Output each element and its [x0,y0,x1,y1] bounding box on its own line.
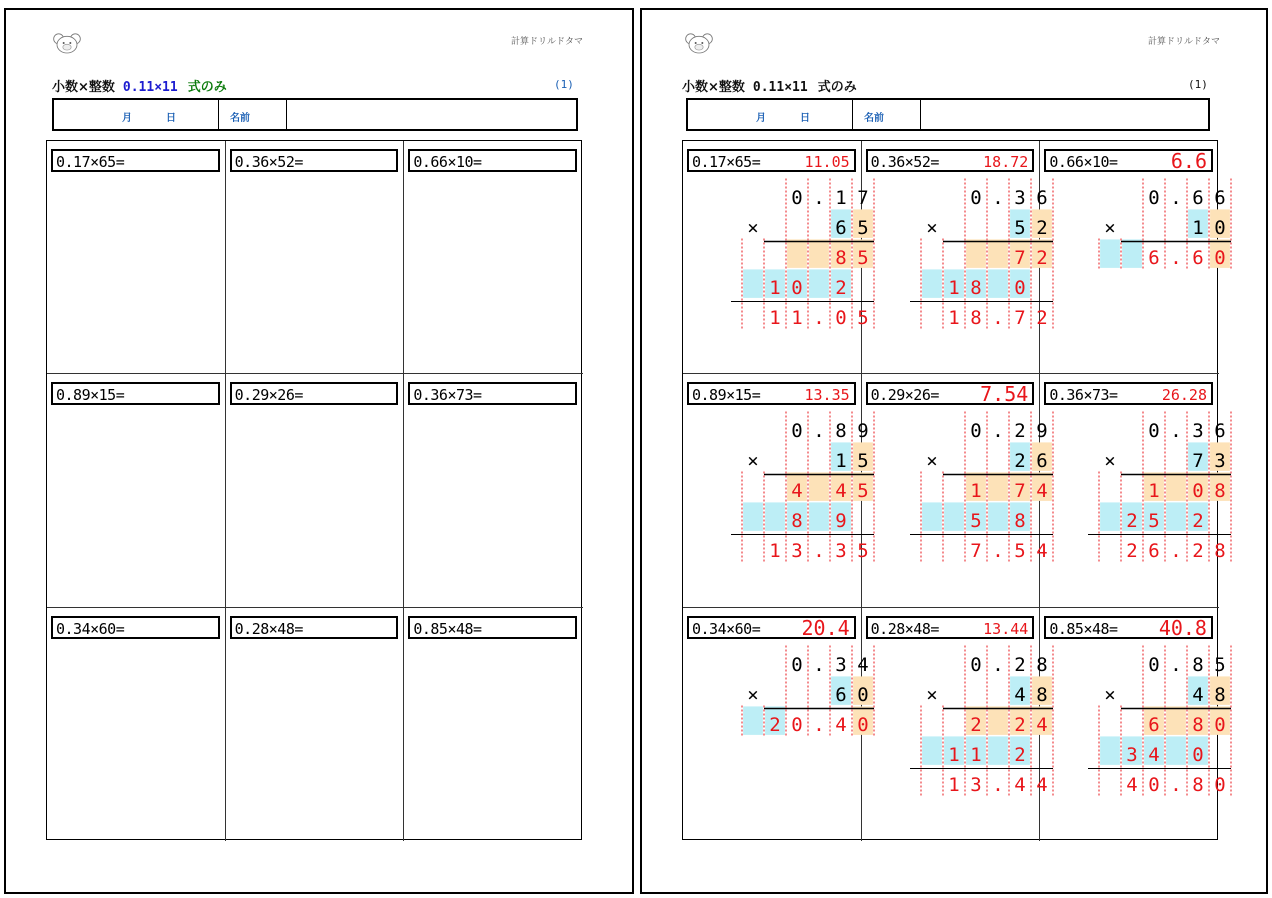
question-text: 0.66×10= [1049,153,1118,171]
work-digit-answer: . [991,540,1004,563]
problem-cell [683,608,869,841]
question-text: 0.36×73= [1049,386,1118,405]
title-topic: 小数×整数 [52,80,115,95]
work-digit-answer: 2 [1035,247,1048,269]
work-digit: 0 [969,420,982,443]
work-digit-answer: 0 [791,713,803,736]
work-digit-answer: 8 [1214,540,1227,563]
work-digit: 6 [1214,187,1227,209]
work-digit: . [1170,653,1183,676]
work-digit: 6 [1035,450,1048,473]
column-work [683,407,869,604]
question-text: 0.85×48= [413,619,482,638]
work-digit: 3 [1013,187,1026,209]
work-digit: 6 [835,683,847,706]
date-field[interactable] [54,100,219,129]
work-digit-answer: 8 [969,307,982,329]
work-svg [1040,174,1227,371]
sheet-number: (1) [554,78,574,91]
question-box [1044,149,1213,172]
column-work [862,407,1048,604]
problem-cell [404,374,583,607]
problem-cell [1040,608,1227,841]
column-work [862,641,1048,838]
worksheet-title [52,76,227,95]
answer-text: 7.54 [980,382,1029,407]
work-digit-answer: 9 [835,510,847,533]
brand-label: 計算ドリルドタマ [511,37,584,47]
work-digit: 8 [835,420,847,443]
column-work [683,174,869,371]
work-digit: 4 [1192,683,1205,706]
title-mode: 式のみ [187,80,227,95]
work-digit-answer: 0 [1013,277,1026,299]
work-digit-answer: 2 [1192,540,1205,563]
question-text: 0.34×60= [56,619,125,638]
work-digit-answer: 4 [1126,773,1139,796]
answer-text: 13.44 [983,619,1029,638]
work-digit: 8 [1214,683,1227,706]
work-digit-answer: . [1170,540,1183,563]
answer-sheet [640,8,1268,894]
name-date-box [52,98,578,131]
work-digit: . [991,420,1004,443]
work-digit-answer: 0 [1214,773,1227,796]
work-digit: 5 [857,450,869,473]
problem-cell [47,374,226,607]
title-range: 0.11×11 [752,80,808,95]
question-text: 0.17×65= [692,153,761,171]
question-box [230,149,399,172]
multiply-sign: × [747,683,759,706]
work-digit: . [991,653,1004,676]
question-box [866,149,1035,172]
work-digit: 6 [835,217,847,239]
work-digit: 5 [1214,653,1227,676]
work-digit-answer: . [991,773,1004,796]
work-digit: 4 [857,653,869,676]
work-digit-answer: 0 [1214,713,1227,736]
work-digit-answer: 1 [969,743,982,766]
work-digit-answer: 2 [969,713,982,736]
answer-text: 20.4 [801,615,850,640]
work-digit-answer: 1 [947,277,960,299]
work-digit: 0 [969,653,982,676]
multiply-sign: × [925,683,938,706]
question-box [51,382,220,405]
work-digit: . [991,187,1004,209]
question-box [687,616,856,639]
multiply-sign: × [1104,683,1117,706]
work-digit-answer: 1 [947,773,960,796]
multiply-sign: × [747,217,759,239]
work-digit-answer: 5 [969,510,982,533]
work-digit: 4 [1013,683,1026,706]
column-work [1040,641,1227,838]
work-digit-answer: 8 [1013,510,1026,533]
name-label-cell [852,100,921,129]
brand-label: 計算ドリルドタマ [1148,37,1221,47]
problem-cell [862,374,1048,607]
work-digit: 0 [1148,653,1161,676]
work-digit: 8 [1035,683,1048,706]
multiply-sign: × [1104,450,1117,473]
column-work [1040,407,1227,604]
work-digit-answer: 5 [857,480,869,503]
work-digit: . [1170,187,1183,209]
work-svg [683,641,869,838]
work-digit: . [813,653,825,676]
column-work [683,641,869,838]
work-digit-answer: 5 [857,540,869,563]
work-digit-answer: 1 [769,277,781,299]
work-digit-answer: 3 [969,773,982,796]
question-box [866,382,1035,405]
work-digit-answer: 1 [969,480,982,503]
work-digit: 1 [1192,217,1205,239]
work-digit-answer: 6 [1148,713,1161,736]
day-label: 日 [166,113,176,124]
bear-logo-icon [684,32,714,54]
multiply-sign: × [925,217,938,239]
work-digit-answer: 7 [1013,307,1026,329]
question-box [687,149,856,172]
work-digit-answer: . [813,540,825,563]
work-digit-answer: . [813,713,825,736]
problem-cell [862,608,1048,841]
work-svg [862,641,1048,838]
question-box [408,616,577,639]
work-digit: . [813,187,825,209]
question-box [866,616,1035,639]
work-digit-answer: 4 [835,713,847,736]
question-text: 0.36×52= [234,153,303,171]
multiply-sign: × [925,450,938,473]
work-digit: 1 [835,450,847,473]
work-digit-answer: 8 [835,247,847,269]
work-svg [862,407,1048,604]
work-digit-answer: 2 [1013,743,1026,766]
work-digit: 0 [969,187,982,209]
question-text: 0.36×73= [413,386,482,405]
column-work [862,174,1048,371]
problem-grid [46,140,582,840]
work-digit-answer: 2 [1035,307,1048,329]
work-digit-answer: 3 [835,540,847,563]
day-label: 日 [800,113,810,124]
work-digit: 0 [1214,217,1227,239]
work-digit-answer: 0 [857,713,869,736]
question-box [51,149,220,172]
work-svg [1040,641,1227,838]
work-digit: 6 [1035,187,1048,209]
problem-cell [226,374,405,607]
work-digit: 0 [791,653,803,676]
work-digit-answer: 4 [1035,713,1048,736]
work-digit-answer: 3 [1126,743,1139,766]
work-digit-answer: 2 [769,713,781,736]
question-box [1044,616,1213,639]
question-text: 0.17×65= [56,153,125,171]
work-digit-answer: 4 [1035,773,1048,796]
question-text: 0.36×52= [870,153,939,171]
problem-cell [862,141,1048,374]
work-digit: 8 [1035,653,1048,676]
multiply-sign: × [747,450,759,473]
work-digit-answer: 3 [791,540,803,563]
work-digit: 0 [791,420,803,443]
question-text: 0.89×15= [56,386,125,405]
work-digit-answer: 2 [1192,510,1205,533]
work-digit-answer: 2 [1013,713,1026,736]
work-digit: 0 [1148,187,1161,209]
work-digit-answer: 8 [969,277,982,299]
name-label: 名前 [230,113,250,124]
name-date-box [686,98,1210,131]
work-digit: 2 [1013,420,1026,443]
work-digit-answer: 4 [835,480,847,503]
work-digit-answer: 1 [791,307,803,329]
work-digit: 7 [1192,450,1205,473]
question-sheet [4,8,634,894]
work-digit-answer: 8 [1192,773,1205,796]
work-digit: 6 [1214,420,1227,443]
work-digit: 3 [835,653,847,676]
work-digit: 7 [857,187,869,209]
work-digit: 6 [1192,187,1205,209]
work-digit: . [813,420,825,443]
work-digit-answer: . [1170,773,1183,796]
work-digit-answer: 0 [1192,743,1205,766]
work-digit: 1 [835,187,847,209]
answer-text: 13.35 [804,386,850,405]
question-text: 0.85×48= [1049,619,1118,638]
question-box [687,382,856,405]
work-digit-answer: 5 [1148,510,1161,533]
work-digit: 2 [1013,653,1026,676]
work-digit-answer: 1 [1148,480,1161,503]
question-text: 0.66×10= [413,153,482,171]
question-text: 0.28×48= [234,619,303,638]
name-label: 名前 [864,113,884,124]
month-label: 月 [122,113,132,124]
question-box [408,149,577,172]
work-digit-answer: 5 [857,307,869,329]
work-digit: 0 [857,683,869,706]
work-digit: 3 [1214,450,1227,473]
work-digit: 5 [1013,217,1026,239]
work-digit-answer: 2 [835,277,847,299]
question-text: 0.29×26= [870,386,939,405]
title-mode: 式のみ [817,80,857,95]
work-digit-answer: 0 [791,277,803,299]
work-digit-answer: . [813,307,825,329]
work-digit: 0 [791,187,803,209]
work-digit-answer: 4 [1035,540,1048,563]
question-text: 0.28×48= [870,619,939,638]
work-digit-answer: 4 [791,480,803,503]
work-svg [1040,407,1227,604]
work-digit: 2 [1013,450,1026,473]
bear-logo-icon [52,32,82,54]
work-digit-answer: 1 [769,307,781,329]
work-digit: . [1170,420,1183,443]
name-field[interactable] [287,100,576,129]
work-digit: 3 [1192,420,1205,443]
problem-cell [404,608,583,841]
work-digit-answer: 0 [1192,480,1205,503]
work-digit: 5 [857,217,869,239]
column-work [1040,174,1227,371]
month-label: 月 [756,113,766,124]
question-box [1044,382,1213,405]
problem-cell [1040,374,1227,607]
work-digit-answer: 4 [1035,480,1048,503]
question-box [230,616,399,639]
question-text: 0.29×26= [234,386,303,405]
problem-cell [683,374,869,607]
work-digit-answer: 4 [1148,743,1161,766]
answer-text: 18.72 [983,153,1029,171]
problem-cell [1040,141,1227,374]
worksheet-title [682,76,857,95]
problem-cell [47,141,226,374]
work-digit-answer: 8 [1192,713,1205,736]
question-box [408,382,577,405]
problem-cell [404,141,583,374]
work-svg [862,174,1048,371]
question-text: 0.34×60= [692,619,761,638]
problem-cell [683,141,869,374]
work-digit-answer: 6 [1192,247,1205,269]
question-box [51,616,220,639]
name-label-cell [218,100,287,129]
work-digit-answer: 4 [1013,773,1026,796]
problem-cell [226,608,405,841]
multiply-sign: × [1104,217,1117,239]
work-digit-answer: 0 [1148,773,1161,796]
answer-text: 26.28 [1161,386,1207,405]
work-digit-answer: 5 [1013,540,1026,563]
question-box [230,382,399,405]
sheet-number: (1) [1188,78,1208,91]
work-digit-answer: 5 [857,247,869,269]
work-digit-answer: 8 [1214,480,1227,503]
title-range: 0.11×11 [122,80,178,95]
answer-text: 40.8 [1158,615,1207,640]
work-digit-answer: . [991,307,1004,329]
work-digit-answer: 2 [1126,510,1139,533]
work-digit-answer: 7 [1013,247,1026,269]
work-digit-answer: . [1170,247,1183,269]
work-svg [683,174,869,371]
answer-text: 11.05 [804,153,850,171]
problem-cell [226,141,405,374]
work-digit-answer: 1 [947,743,960,766]
work-digit: 9 [1035,420,1048,443]
problem-grid [682,140,1227,840]
work-digit-answer: 2 [1126,540,1139,563]
title-topic: 小数×整数 [682,80,745,95]
name-field[interactable] [921,100,1208,129]
work-svg [683,407,869,604]
work-digit-answer: 6 [1148,247,1161,269]
work-digit-answer: 8 [791,510,803,533]
work-digit-answer: 0 [835,307,847,329]
work-digit-answer: 7 [1013,480,1026,503]
answer-text: 6.6 [1170,149,1207,173]
problem-cell [47,608,226,841]
work-digit: 0 [1148,420,1161,443]
work-digit: 9 [857,420,869,443]
work-digit-answer: 6 [1148,540,1161,563]
date-field[interactable] [688,100,853,129]
work-digit-answer: 1 [947,307,960,329]
work-digit-answer: 1 [769,540,781,563]
work-digit-answer: 7 [969,540,982,563]
work-digit: 2 [1035,217,1048,239]
work-digit: 8 [1192,653,1205,676]
work-digit-answer: 0 [1214,247,1227,269]
question-text: 0.89×15= [692,386,761,405]
